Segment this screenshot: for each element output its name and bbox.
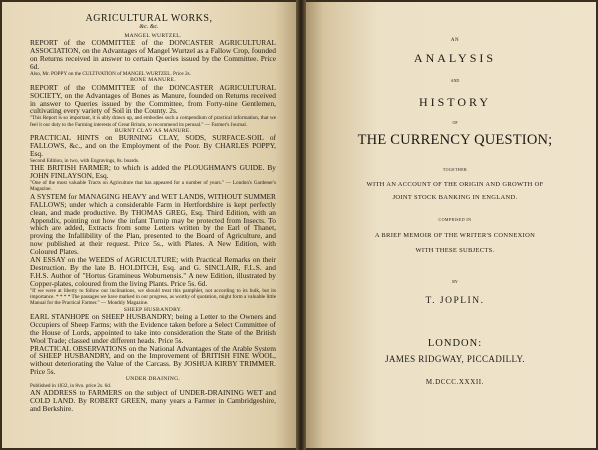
imprint-city: LONDON:	[427, 338, 483, 349]
advertisement-list	[30, 33, 276, 413]
advertisement-title: AN ESSAY on the WEEDS of AGRICULTURE; with Practical Remarks on their Destruction. By the late B. HOLDITCH, Esq. and G. SINCLAIR, F.L.S. and F.H.S. Author of "Hortus Gramineus Woburnensis." A new Edition, illustrated by Copper-plates, coloured from the living Plants. Price 5s. 6d.	[30, 255, 276, 288]
advertisement-note: Also, Mr. POPPY on the CULTIVATION of MANGEL WURTZEL. Price 2s.	[30, 71, 191, 78]
advertisement-note: Second Edition, in two, with Engravings, 8s. boards.	[30, 158, 140, 165]
advertisement-title: PRACTICAL HINTS on BURNING CLAY, SODS, SURFACE-SOIL of FALLOWS, &c., and on the Employment of the Poor. By CHARLES POPPY, Esq.	[30, 133, 276, 159]
subtitle-line-3: A BRIEF MEMOIR OF THE WRITER'S CONNEXION	[374, 232, 536, 239]
advertisement-title: A SYSTEM for MANAGING HEAVY and WET LANDS, WITHOUT SUMMER FALLOWS; under which a considerable Farm in Hertfordshire is kept perfectly clean, and made productive. By THOMAS GREG, Esq. Third Edition, with an Appendix, pointing out how the infant Turnip may be protected from Insects. To which are added, Extracts from some Letters written by the Earl of Thanet, proving the Infallibility of the Plan, presented to the Board of Agriculture, and now published at their request. Price 5s., with Plates. A New Edition, with Coloured Plates.	[30, 191, 276, 257]
main-title: THE CURRENCY QUESTION;	[357, 132, 553, 148]
advertisement-title: REPORT of the COMMITTEE of the DONCASTER AGRICULTURAL ASSOCIATION, on the Advantages of Mangel Wurtzel as a Fallow Crop, founded on Returns received in answer to certain Queries issued by the Committee. Price 6d.	[30, 38, 276, 72]
advertisement-heading: BONE MANURE.	[130, 77, 176, 84]
title-word-of: OF	[452, 120, 458, 125]
page-header-title: AGRICULTURAL WORKS,	[85, 13, 213, 24]
advertisement-title: THE BRITISH FARMER; to which is added the PLOUGHMAN'S GUIDE. By JOHN FINLAYSON, Esq.	[30, 163, 276, 181]
advertisement-title: REPORT of the COMMITTEE of the DONCASTER AGRICULTURAL SOCIETY, on the Advantages of Bones as Manure, founded on Returns received in answer to Queries issued by the Committee, from Forty-nine Gentlemen, cultivating every variety of Soil in the County. 2s.	[30, 82, 276, 116]
title-word-analysis: ANALYSIS	[413, 51, 497, 65]
advertisement-heading: SHEEP HUSBANDRY.	[123, 306, 183, 313]
advertisement-title: AN ADDRESS to FARMERS on the subject of UNDER-DRAINING WET and COLD LAND. By ROBERT GREEN, many years a Farmer in Cambridgeshire, and Berkshire.	[30, 387, 276, 413]
page-header-subtitle: &c. &c.	[139, 24, 159, 30]
advertisement-heading: UNDER DRAINING.	[125, 376, 181, 383]
right-page-title-page	[306, 2, 596, 448]
advertisement-note: "If we were at liberty to follow our inclinations, we should treat this pamphlet, not according to its bulk, but its importance. * * * * The passages we have marked in our progress, as worthy of quotation, might form a valuable little Manual for the Practical Farmer." — Monthly Magazine.	[30, 287, 276, 307]
title-word-an: AN	[450, 38, 460, 43]
advertisement-heading: BURNT CLAY AS MANURE.	[114, 127, 192, 134]
book-gutter	[296, 0, 306, 450]
subtitle-line-4: WITH THESE SUBJECTS.	[415, 247, 495, 254]
advertisement-note: "One of the most valuable Tracts on Agriculture that has appeared for a number of years." — London's Gardener's Magazine.	[30, 180, 276, 193]
advertisement-note: Published in 1832, in 8vo. price 2s. 6d.	[30, 382, 112, 389]
imprint-date: M.DCCC.XXXII.	[425, 378, 485, 386]
title-word-and: AND	[450, 78, 460, 83]
advertisement-title: EARL STANHOPE on SHEEP HUSBANDRY; being a Letter to the Owners and Occupiers of Sheep Farms; with the Evidence taken before a Select Committee of the House of Lords, appointed to take into consideration the State of the British Wool Trade; classed under different heads. Price 5s.	[30, 311, 276, 345]
title-word-by: BY	[452, 279, 458, 284]
advertisement-heading: MANGEL WURTZEL.	[124, 33, 182, 39]
subtitle-line-2: JOINT STOCK BANKING IN ENGLAND.	[392, 194, 518, 201]
imprint-publisher: JAMES RIDGWAY, PICCADILLY.	[385, 354, 525, 364]
left-page-advertisements	[2, 2, 296, 448]
title-word-comprised: COMPRISED IN	[438, 217, 472, 222]
advertisement-note: "This Report is so important, it is ably drawn up, and embodies such a compendium of practical information, that we feel it our duty to the Farming interests of Great Britain, to recommend its perusal." — Farmer's Journal.	[30, 115, 276, 128]
title-word-history: HISTORY	[418, 95, 492, 109]
advertisement-title: PRACTICAL OBSERVATIONS on the National Advantages of the Arable System of SHEEP HUSBANDRY, and on the Improvement of BRITISH FINE WOOL, without deteriorating the Value of the Carcass. By JOSHUA KIRBY TRIMMER. Price 5s.	[30, 343, 276, 377]
author-name: T. JOPLIN.	[425, 296, 485, 306]
title-word-together: TOGETHER	[442, 167, 468, 172]
subtitle-line-1: WITH AN ACCOUNT OF THE ORIGIN AND GROWTH OF	[366, 181, 544, 188]
